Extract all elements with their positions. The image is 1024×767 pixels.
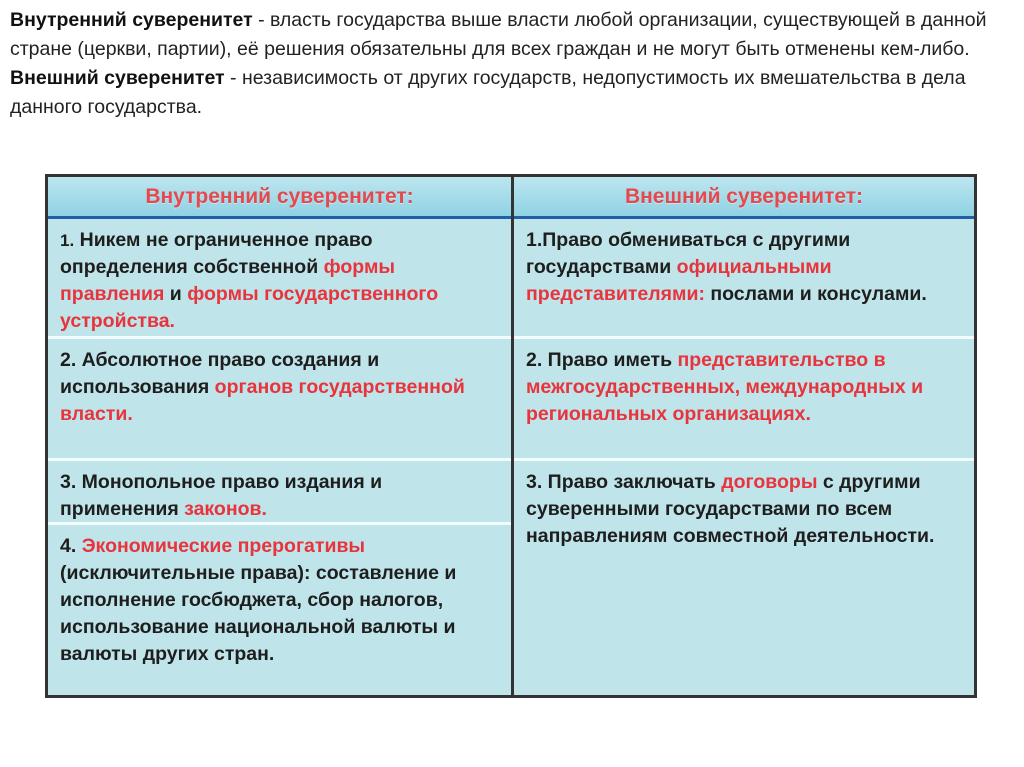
sovereignty-table [45,174,977,698]
internal-item-2: 2. Абсолютное право создания и использования органов государственной власти. [60,349,465,425]
internal-column [48,177,514,695]
internal-item-1: 1. Никем не ограниченное право определения собственной формы правления и формы государственного устройства. [60,229,439,332]
term-external: Внешний суверенитет [10,67,225,89]
definition-internal: - власть государства выше власти любой организации, существующей в данной стране (церкви, партии), её решения обязательны для всех граждан и не могут быть отменены кем-либо. [10,9,987,60]
intro-internal-definition [10,6,1010,64]
term-internal: Внутренний суверенитет [10,9,253,31]
external-item-2: 2. Право иметь представительство в межгосударственных, международных и региональных организациях. [526,349,924,425]
intro-text [10,6,1010,122]
external-item-1: 1.Право обмениваться с другими государствами официальными представителями: послами и консулами. [526,229,927,305]
internal-item-3: 3. Монопольное право издания и применения законов. [60,471,383,520]
internal-item-4: 4. Экономические прерогативы (исключительные права): составление и исполнение госбюджета, сбор налогов, использование национальной валюты и валюты других стран. [60,535,457,665]
external-header: Внешний суверенитет: [514,177,974,219]
external-item-3: 3. Право заключать договоры с другими суверенными государствами по всем направлениям совместной деятельности. [526,471,935,547]
definition-external: - независимость от других государств, недопустимость их вмешательства в дела данного государства. [10,67,966,118]
intro-external-definition [10,64,1010,122]
external-column [514,177,974,695]
internal-header: Внутренний суверенитет: [48,177,511,219]
